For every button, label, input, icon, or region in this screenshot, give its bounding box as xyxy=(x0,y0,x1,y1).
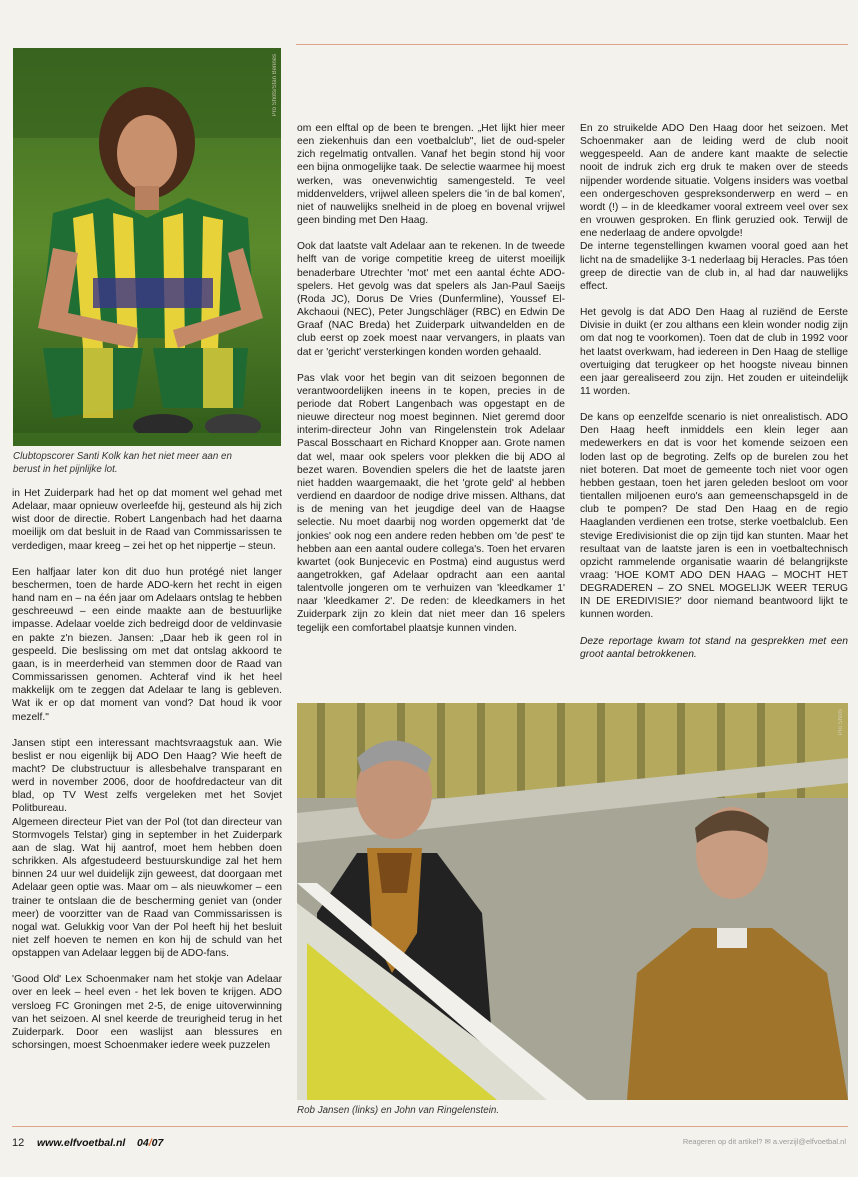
paragraph: Pas vlak voor het begin van dit seizoen begonnen de verantwoordelijken ineens in te kopen, precies in de periode dat Robert Langenbach was opgestapt en de nieuwe directeur nog moest beginnen. Niet geremd door interim-directeur John van Ringelenstein trok Adelaar Pascal Bosschaart en Richard Knopper aan. Grote namen dat wel, maar ook spelers voor plekken die bij ADO al bezet waren. Bovendien spelers die het de laatste jaren niet hadden waargemaakt, die het 'grote geld' al hebben verdiend en daardoor de nodige drive missen. Althans, dat is de mening van het jeugdige deel van de Haagse selectie. Nu moet daarbij nog worden opgemerkt dat 'de jonkies' ook nog een andere reden hebben om 'de pest' te hebben aan een aantal oudere collega's. Toen het ervaren kwartet (ook Bunjecevic en Postma) eind augustus werd aangetrokken, gaf Adelaar opdracht aan een aantal talentvolle jongeren om te verhuizen van 'kleedkamer 1' naar 'kleedkamer 2'. De reden: de kleedkamers in het Zuiderpark zijn zo klein dat niet meer dan 16 spelers tegelijk een comfortabel plaatsje kunnen vinden. xyxy=(297,372,565,634)
photo-caption: Clubtopscorer Santi Kolk kan het niet meer aan en berust in het pijnlijke lot. xyxy=(13,451,232,475)
text-column-right xyxy=(580,122,848,661)
photo-credit: Pro Shots xyxy=(838,709,844,736)
page-number: 12 xyxy=(12,1137,25,1149)
player-photo xyxy=(13,48,281,446)
officials-photo xyxy=(297,703,848,1100)
paragraph: De kans op eenzelfde scenario is niet onrealistisch. ADO Den Haag heeft inmiddels een klein leger aan medewerkers en dat is voor het komende seizoen een loden last op de begroting. Zelfs op de burelen zou het niet boteren. Dat moet de gemeente toch niet voor ogen hebben gestaan, toen het jaren geleden besloot om voor tientallen miljoenen euro's aan gemeenschapsgeld in de club te pompen? De stad Den Haag en de regio Haaglanden verdienen een trotse, sterke voetbalclub. Een stevige Eredivisionist die op zijn tijd kan stunten. Maar het resultaat van de laatste jaren is een in voetbaltechnisch opzicht rammelende organisatie waarin dé belangrijkste vraag: 'HOE KOMT ADO DEN HAAG – MOCHT HET DEGRADEREN – ZO SNEL MOGELIJK WEER TERUG IN DE EREDIVISIE?' door niemand beantwoord lijkt te kunnen worden. xyxy=(580,412,848,621)
paragraph: in Het Zuiderpark had het op dat moment wel gehad met Adelaar, maar opnieuw overleefde hij, gesteund als hij zich wist door de directie. Robert Langenbach had het daarna moeilijk om dat besluit in de Raad van Commissarissen te verdedigen, maar kreeg – zei het op het nippertje – steun. xyxy=(12,488,282,552)
footer-rule xyxy=(12,1126,848,1127)
site-link[interactable]: www.elfvoetbal.nl xyxy=(37,1137,126,1149)
paragraph: Een halfjaar later kon dit duo hun protégé niet langer beschermen, toen de harde ADO-kern het recht in eigen hand nam en – na één jaar om Adelaars ontslag te hebben geschreeuwd – een einde maakte aan de bestuurlijke impasse. Adelaar voelde zich bedreigd door de veldinvasie en pakte z'n biezen. Jansen: „Daar heb ik geen rol in gespeeld. Die beslissing om met dat ontslag akkoord te gaan, is in meerderheid van stemmen door de Raad van Commissarissen genomen. Achteraf vind ik het heel makkelijk om te zeggen dat Adelaar te lang is gebleven. Wat ik er op dat moment van vond? Dat houd ik voor mezelf." xyxy=(12,566,282,723)
paragraph: Het gevolg is dat ADO Den Haag al ruziënd de Eerste Divisie in duikt (er zou althans een klein wonder nodig zijn om dat nog te voorkomen). Toen dat de club in 1992 voor het laatst overkwam, had iedereen in Den Haag de stellige overtuiging dat terugkeer op het hoogste niveau binnen een jaar gerealiseerd zou zijn. Het zouden er uiteindelijk 11 worden. xyxy=(580,307,848,397)
text-column-left xyxy=(12,487,282,1052)
paragraph: Jansen stipt een interessant machtsvraagstuk aan. Wie beslist er nou eigenlijk bij ADO Den Haag? Wie heeft de macht? De clubstructuur is allesbehalve transparant en werd in november 2006, door de hoofdredacteur van dit blad, op TV West zelfs vergeleken met het Sovjet Politbureau. Algemeen directeur Piet van der Pol (tot dan directeur van Stormvogels Telstar) ging in september in het Zuiderpark aan de slag. Wat hij aantrof, moet hem hebben doen schrikken. Als afgestudeerd bestuurskundige zal het hem binnen 24 uur wel duidelijk zijn geweest, dat doorgaan met Adelaar geen optie was. Maar om – als nieuwkomer – een trainer te ontslaan die de bescherming geniet van (onder meer) de voorzitter van de Raad van Commissarissen is nogal wat. Gelukkig voor Van der Pol heeft hij het besluit niet zelf hoeven te nemen en kon hij de schuld van het opstappen van Adelaar leggen bij de ADO-fans. xyxy=(12,737,282,960)
text-column-middle xyxy=(297,122,565,635)
paragraph: En zo struikelde ADO Den Haag door het seizoen. Met Schoenmaker aan de leiding werd de club nooit weggespeeld. Aan de andere kant maakte de selectie nooit de indruk zich erg druk te maken over de steeds nijpender wordende situatie. Volgens insiders was voetbal een ondergeschoven gespreksonderwerp en werd – en wordt (!) – in de kleedkamer vooral extreem veel over sex en vrouwen gesproken. En flink geruzied ook. Terwijl de ene nederlaag de andere opvolgde! De interne tegenstellingen kwamen vooral goed aan het licht na de smadelijke 3-1 nederlaag bij Heracles. Pas tóen greep de directie van de club in, al had dar nauwelijks effect. xyxy=(580,123,848,292)
issue-year: 07 xyxy=(151,1137,164,1149)
paragraph: Deze reportage kwam tot stand na gesprekken met een groot aantal betrokkenen. xyxy=(580,635,848,660)
paragraph: om een elftal op de been te brengen. „Het lijkt hier meer een ziekenhuis dan een voetbalclub", liet de oud-speler zich regelmatig ontvallen. Vanaf het begin stond hij voor een bijna onmogelijke taak. De selectie waarmee hij moest werken, was onevenwichtig samengesteld. Te veel middenvelders, vrijwel alleen spelers die 'in de bal komen', niet of nauwelijks snelheid in de ploeg en bovenal vrijwel geen binding met Den Haag. xyxy=(297,123,565,227)
paragraph: Ook dat laatste valt Adelaar aan te rekenen. In de tweede helft van de vorige competitie kreeg de uiterst moeilijk benaderbare Utrechter 'mot' met een aantal échte ADO-spelers. Het gevolg was dat spelers als Jan-Paul Saeijs (Roda JC), Dorus De Vries (Dunfermline), Youssef El-Akchaoui (NEC), Peter Jungschläger (RBC) en Edwin De Graaf (NAC Breda) het Zuiderpark uitwandelden en de club eerst op zoek moest naar vervangers, in plaats van dat er 'gericht' versterkingen konden worden gehaald. xyxy=(297,241,565,358)
photo-credit: Pro Shots/Stan Bennes xyxy=(272,54,278,117)
issue-num: 04 xyxy=(137,1137,149,1149)
paragraph: 'Good Old' Lex Schoenmaker nam het stokje van Adelaar over en leek – heel even - het lek boven te krijgen. ADO versloeg FC Groningen met 2-5, de enige uitoverwinning van het seizoen. Al snel keerde de treurigheid terug in het Zuiderpark. Door een waslijst aan blessures en schorsingen, moest Schoenmaker iedere week puzzelen xyxy=(12,974,282,1052)
issue-number xyxy=(137,1137,163,1149)
issue-slash: / xyxy=(148,1137,152,1149)
react-email-link[interactable]: Reageren op dit artikel? ✉ a.verzijl@elfvoetbal.nl xyxy=(682,1137,846,1146)
top-rule xyxy=(296,44,848,45)
photo-caption: Rob Jansen (links) en John van Ringelenstein. xyxy=(297,1105,500,1116)
